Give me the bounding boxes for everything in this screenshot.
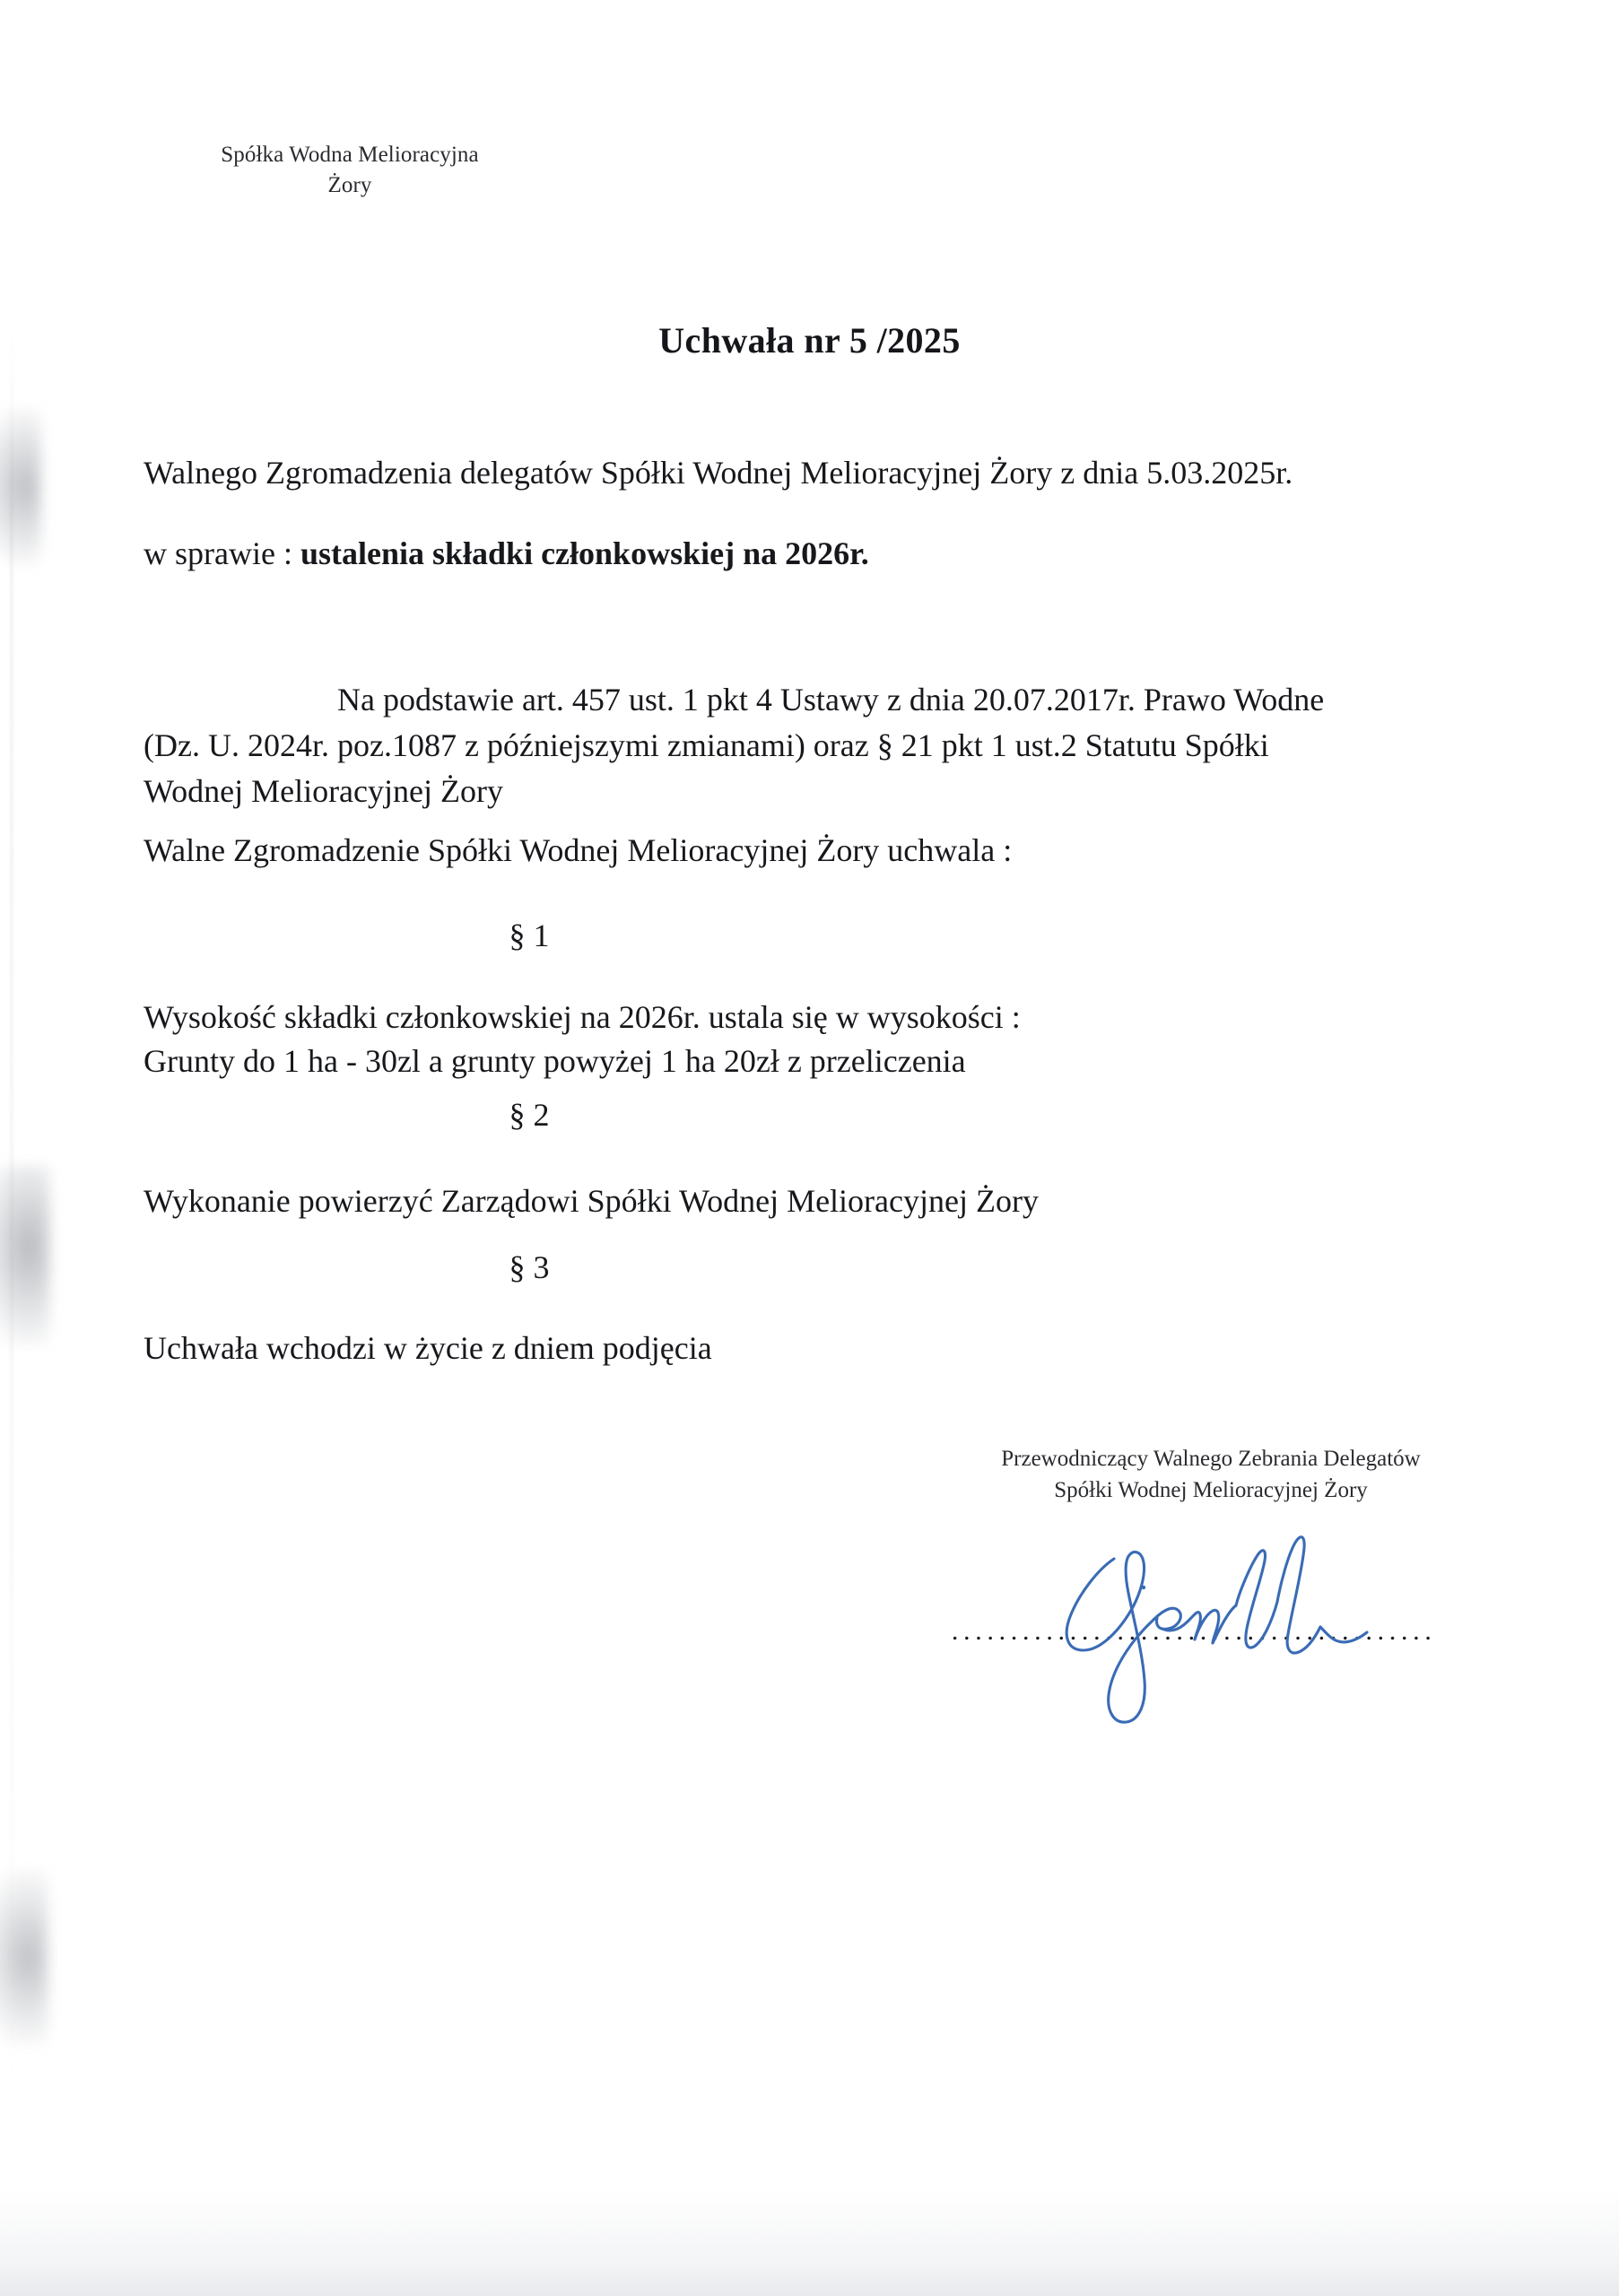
section-2-line-1: Wykonanie powierzyć Zarządowi Spółki Wodnej Melioracyjnej Żory: [144, 1183, 1039, 1219]
letterhead: [144, 140, 556, 200]
handwritten-signature: [1028, 1519, 1405, 1735]
scan-smudge-artifact: [0, 1870, 48, 2045]
scan-edge-artifact: [11, 323, 13, 2117]
subject-value: ustalenia składki członkowskiej na 2026r.: [300, 535, 869, 571]
section-marker-1: § 1: [509, 918, 550, 953]
resolving-clause-text: Walne Zgromadzenie Spółki Wodnej Melioracyjnej Żory uchwala :: [144, 832, 1013, 868]
resolution-origin-text: Walnego Zgromadzenia delegatów Spółki Wodnej Melioracyjnej Żory z dnia 5.03.2025r.: [144, 455, 1293, 491]
legal-basis-line-1: Na podstawie art. 457 ust. 1 pkt 4 Ustawy z dnia 20.07.2017r. Prawo Wodne: [337, 682, 1325, 718]
section-1-line-2: Grunty do 1 ha - 30zl a grunty powyżej 1 ha 20zł z przeliczenia: [144, 1042, 966, 1079]
section-3-line-1: Uchwała wchodzi w życie z dniem podjęcia: [144, 1330, 712, 1366]
signature-caption: [942, 1444, 1480, 1506]
page-title: Uchwała nr 5 /2025: [658, 320, 961, 361]
legal-basis-line-3: Wodnej Melioracyjnej Żory: [144, 773, 503, 810]
section-1-body: [144, 996, 1498, 1083]
section-marker-3: § 3: [509, 1249, 550, 1285]
scan-bottom-shadow: [0, 2188, 1619, 2296]
signature-area: [942, 1525, 1498, 1767]
resolution-origin: [144, 452, 1498, 495]
section-1-line-1: Wysokość składki członkowskiej na 2026r. ustala się w wysokości :: [144, 999, 1021, 1035]
section-marker-2: § 2: [509, 1097, 550, 1133]
resolution-subject: [144, 533, 1498, 576]
legal-basis: [144, 677, 1498, 814]
subject-label: w sprawie :: [144, 535, 300, 571]
signature-organization: Spółki Wodnej Melioracyjnej Żory: [1054, 1477, 1368, 1502]
section-2-body: [144, 1180, 1498, 1223]
letterhead-city: Żory: [327, 172, 372, 197]
letterhead-organization: Spółka Wodna Melioracyjna: [221, 143, 479, 167]
section-3-body: [144, 1327, 1498, 1370]
legal-basis-line-2: (Dz. U. 2024r. poz.1087 z późniejszymi zmianami) oraz § 21 pkt 1 ust.2 Statutu Spółki: [144, 727, 1269, 764]
scan-smudge-artifact: [0, 408, 41, 565]
resolving-clause: [144, 830, 1498, 873]
signature-role: Przewodniczący Walnego Zebrania Delegatów: [1001, 1447, 1421, 1471]
